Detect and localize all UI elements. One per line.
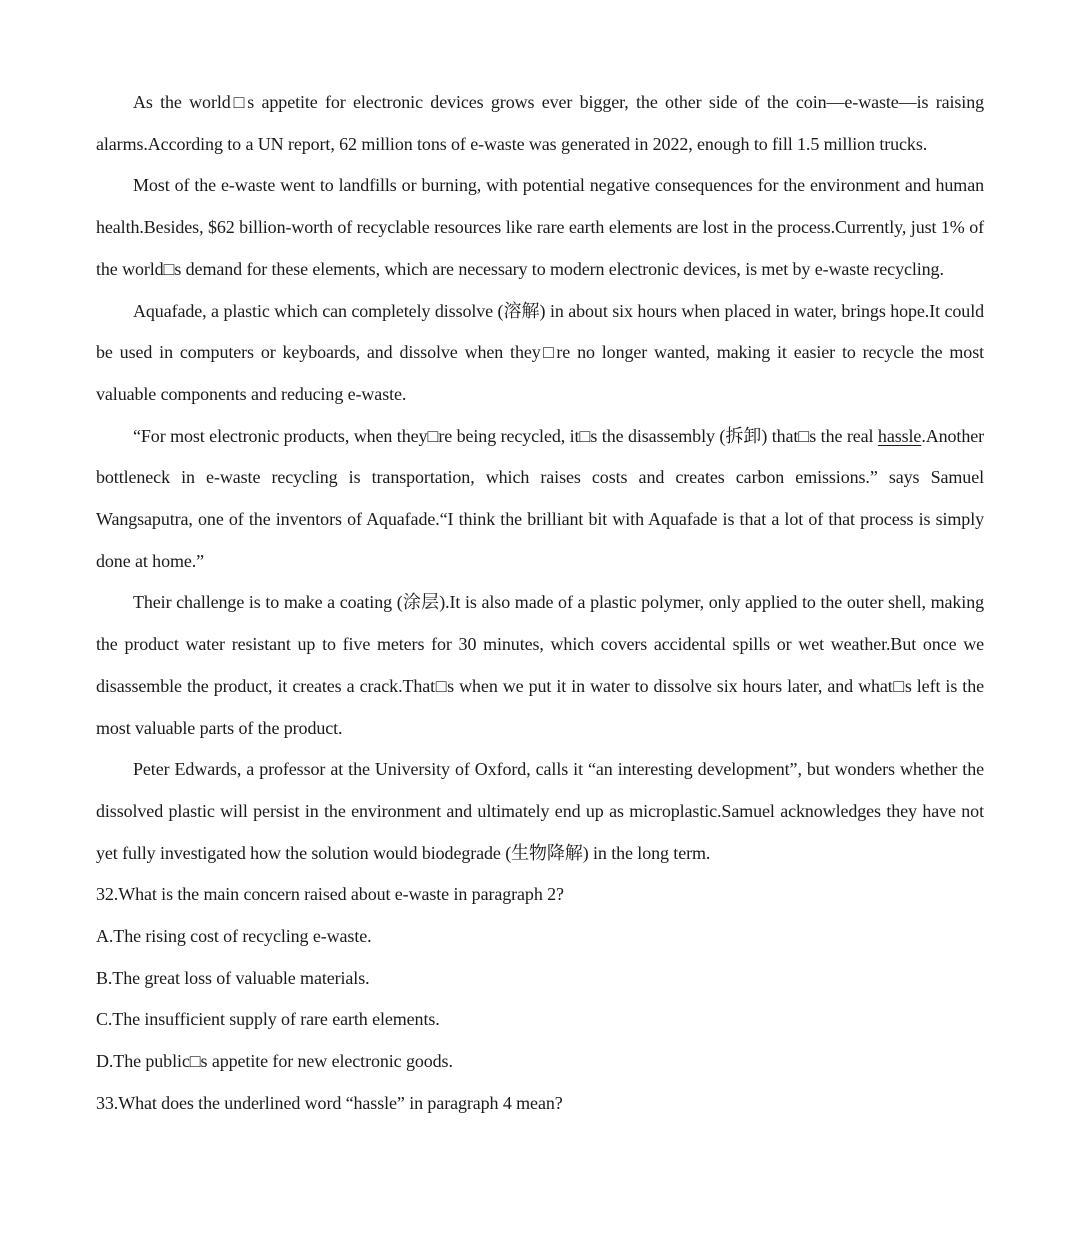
question-32-stem: 32.What is the main concern raised about e-waste in paragraph 2? [96, 884, 564, 905]
paragraph-4-start: “For most electronic products, when they□re being recycled, it□s the disassembly (拆卸) that□s the real [133, 425, 878, 446]
underlined-word-hassle: hassle [877, 425, 922, 446]
question-32-option-b: B.The great loss of valuable materials. [96, 967, 370, 988]
paragraph-2: Most of the e-waste went to landfills or burning, with potential negative consequences for the environment and human health.Besides, $62 billion-worth of recyclable resources like rare earth elements are lost in the process.Currently, just 1% of the world□s demand for these elements, which are necessary to modern electronic devices, is met by e-waste recycling. [96, 175, 984, 279]
reading-passage [96, 82, 984, 1125]
paragraph-4 [96, 416, 984, 583]
question-32-option-d: D.The public□s appetite for new electronic goods. [96, 1051, 453, 1072]
question-32-option-c: C.The insufficient supply of rare earth elements. [96, 1009, 440, 1030]
paragraph-6: Peter Edwards, a professor at the University of Oxford, calls it “an interesting development”, but wonders whether the dissolved plastic will persist in the environment and ultimately end up as microplastic.Samuel acknowledges they have not yet fully investigated how the solution would biodegrade (生物降解) in the long term. [96, 759, 984, 863]
question-33-stem: 33.What does the underlined word “hassle” in paragraph 4 mean? [96, 1092, 563, 1113]
paragraph-1: As the world□s appetite for electronic devices grows ever bigger, the other side of the coin—e-waste—is raising alarms.According to a UN report, 62 million tons of e-waste was generated in 2022, enough to fill 1.5 million trucks. [96, 92, 984, 154]
paragraph-4-end: .Another bottleneck in e-waste recycling is transportation, which raises costs and creates carbon emissions.” says Samuel Wangsaputra, one of the inventors of Aquafade.“I think the brilliant bit with Aquafade is that a lot of that process is simply done at home.” [96, 425, 984, 571]
question-32-option-a: A.The rising cost of recycling e-waste. [96, 926, 372, 947]
paragraph-3: Aquafade, a plastic which can completely dissolve (溶解) in about six hours when placed in water, brings hope.It could be used in computers or keyboards, and dissolve when they□re no longer wanted, making it easier to recycle the most valuable components and reducing e-waste. [96, 300, 984, 404]
paragraph-5: Their challenge is to make a coating (涂层).It is also made of a plastic polymer, only applied to the outer shell, making the product water resistant up to five meters for 30 minutes, which covers accidental spills or wet weather.But once we disassemble the product, it creates a crack.That□s when we put it in water to dissolve six hours later, and what□s left is the most valuable parts of the product. [96, 592, 984, 738]
